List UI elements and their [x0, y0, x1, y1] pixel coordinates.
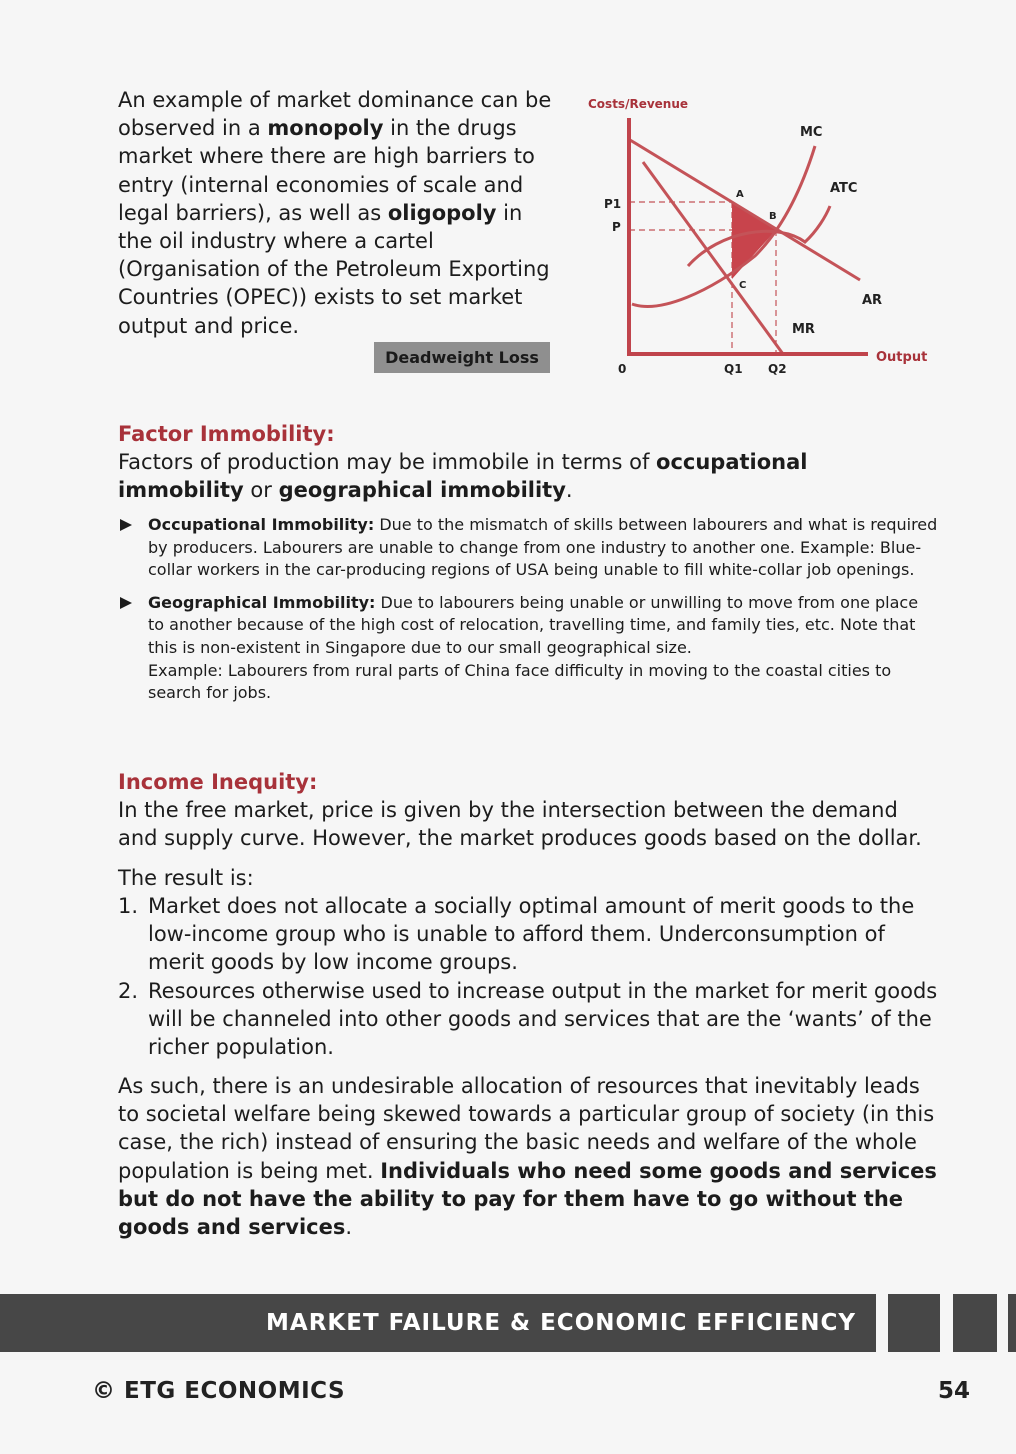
page-number: 54: [938, 1378, 971, 1404]
chapter-title: MARKET FAILURE & ECONOMIC EFFICIENCY: [266, 1310, 856, 1336]
item-text: Resources otherwise used to increase output in the market for merit goods will be channeled into other goods and services that are the ‘wants’ of the richer population.: [148, 978, 938, 1060]
banner-block: [953, 1294, 997, 1352]
oligopoly-term: oligopoly: [387, 200, 497, 225]
banner-block: [888, 1294, 940, 1352]
copyright-text: © ETG ECONOMICS: [92, 1378, 346, 1404]
intro-text-2: in the drugs market where there are high barriers to entry (internal economies of scale and legal barriers), as well as: [118, 116, 535, 225]
origin-label: 0: [618, 362, 627, 376]
point-c-label: C: [739, 280, 747, 291]
factor-text-2: or: [243, 478, 279, 503]
income-inequity-conclusion: [118, 1072, 938, 1241]
bullet-text: Due to labourers being unable or unwilling to move from one place to another because of the high cost of relocation, travelling time, and family ties, etc. Note that this is non-existent in Singapore due to our small geographical size.: [148, 592, 919, 657]
conclusion-bold-text: Individuals who need some goods and services but do not have the ability to pay for them have to go without the goods and services: [118, 1158, 937, 1240]
bullet-example: Example: Labourers from rural parts of China face difficulty in moving to the coastal cities to search for jobs.: [148, 660, 892, 703]
banner-block: [1008, 1294, 1016, 1352]
q1-label: Q1: [724, 362, 743, 376]
p1-label: P1: [604, 197, 622, 211]
item-text: Market does not allocate a socially optimal amount of merit goods to the low-income group who is unable to afford them. Underconsumption of merit goods by low income groups.: [148, 894, 915, 975]
triangle-bullet-icon: [120, 519, 132, 531]
immobility-bullet-list: [118, 514, 938, 715]
x-axis-label: Output: [876, 350, 928, 365]
occupational-immobility-term: occupational immobility: [118, 450, 808, 503]
point-a-label: A: [736, 189, 744, 200]
income-inequity-paragraph-1: In the free market, price is given by the intersection between the demand and supply curve. However, the market produces goods based on the dollar.: [118, 798, 922, 851]
factor-immobility-intro: [118, 448, 938, 504]
geographical-immobility-term: geographical immobility: [278, 478, 566, 503]
income-inequity-result-intro: The result is:: [118, 866, 254, 890]
intro-paragraph: [118, 86, 558, 340]
bullet-title: Occupational Immobility:: [148, 515, 375, 534]
mc-curve: [632, 146, 815, 306]
p-label: P: [612, 220, 621, 234]
atc-label: ATC: [830, 181, 858, 196]
factor-text-1: Factors of production may be immobile in terms of: [118, 450, 657, 474]
monopoly-cost-revenue-diagram: [580, 88, 930, 388]
result-list: [118, 892, 938, 1061]
income-inequity-heading: Income Inequity:: [118, 770, 318, 794]
triangle-bullet-icon: [120, 597, 132, 609]
q2-label: Q2: [768, 362, 787, 376]
monopoly-term: monopoly: [267, 116, 384, 141]
mr-label: MR: [792, 322, 815, 337]
intro-text-3: in the oil industry where a cartel (Organisation of the Petroleum Exporting Countries (OPEC)) exists to set market output and price.: [118, 200, 550, 338]
conclusion-text: As such, there is an undesirable allocation of resources that inevitably leads to societal welfare being skewed towards a particular group of society (in this case, the rich) instead of ensuring the basic needs and welfare of the whole population is being met.: [118, 1074, 935, 1183]
geographical-immobility-bullet: [118, 592, 938, 705]
item-number: 1.: [118, 894, 139, 918]
result-item: [118, 892, 938, 977]
result-item: [118, 977, 938, 1062]
point-b-label: B: [769, 211, 777, 222]
factor-immobility-heading: Factor Immobility:: [118, 422, 335, 446]
y-axis-label: Costs/Revenue: [588, 97, 689, 111]
chapter-banner: [0, 1294, 876, 1352]
factor-text-3: .: [565, 478, 573, 503]
intro-text-1: An example of market dominance can be observed in a: [118, 88, 552, 141]
conclusion-end: .: [345, 1215, 353, 1240]
deadweight-loss-label: Deadweight Loss: [374, 342, 550, 373]
ar-label: AR: [862, 293, 883, 308]
bullet-title: Geographical Immobility:: [148, 592, 376, 612]
item-number: 2.: [118, 978, 139, 1003]
bullet-text: Due to the mismatch of skills between labourers and what is required by producers. Labourers are unable to change from one industry to another one. Example: Blue-collar workers in the car-producing regions of USA being unable to fill white-collar job openings.: [148, 515, 938, 580]
occupational-immobility-bullet: [118, 514, 938, 582]
mc-label: MC: [800, 125, 823, 140]
